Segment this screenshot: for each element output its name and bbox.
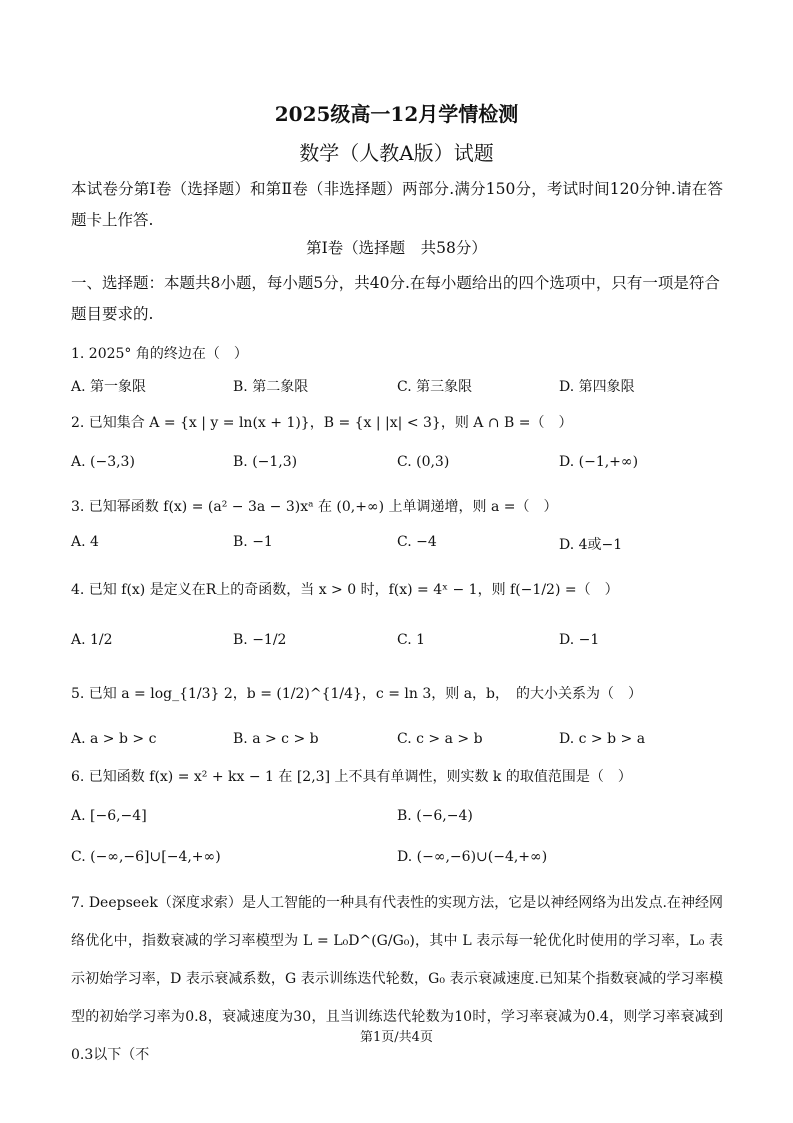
question-5-stem: 5. 已知 a = log_{1/3} 2，b = (1/2)^{1/4}，c = ln 3，则 a，b， 的大小关系为（ ）: [71, 686, 643, 702]
question-1-option-c: C. 第三象限: [397, 379, 473, 395]
question-6-option-c: C. (−∞,−6]∪[−4,+∞): [71, 849, 221, 865]
question-7-text: 7. Deepseek（深度求索）是人工智能的一种具有代表性的实现方法，它是以神经网络为出发点.在神经网络优化中，指数衰减的学习率模型为 L = L₀D^(G/G₀)，其中 L 表示每一轮优化时使用的学习率，L₀ 表示初始学习率，D 表示衰减系数，G 表示训练迭代轮数，G₀ 表示衰减速度.已知某个指数衰减的学习率模型的初始学习率为0.8，衰减速度为30，且当训练迭代轮数为10时，学习率衰减为0.4，则学习率衰减到0.3以下（不: [71, 895, 723, 1063]
question-6-option-d: D. (−∞,−6)∪(−4,+∞): [397, 849, 548, 865]
question-3-option-a: A. 4: [71, 534, 99, 550]
question-5-option-c: C. c > a > b: [397, 731, 483, 747]
question-3-stem: 3. 已知幂函数 f(x) = (a² − 3a − 3)xᵃ 在 (0,+∞) 上单调递增，则 a =（ ）: [71, 499, 558, 515]
question-1-option-b: B. 第二象限: [233, 379, 309, 395]
question-6-stem: 6. 已知函数 f(x) = x² + kx − 1 在 [2,3] 上不具有单调性，则实数 k 的取值范围是（ ）: [71, 769, 632, 785]
page-footer: 第1页/共4页: [360, 1030, 433, 1045]
question-4-option-d: D. −1: [559, 632, 600, 648]
part1-instructions: 一、选择题：本题共8小题，每小题5分，共40分.在每小题给出的四个选项中，只有一项是符合题目要求的.: [71, 274, 720, 323]
exam-subtitle: 数学（人教A版）试题: [299, 141, 494, 165]
question-1-option-d: D. 第四象限: [559, 379, 635, 395]
question-3-option-b: B. −1: [233, 534, 273, 550]
question-2-option-b: B. (−1,3): [233, 454, 298, 470]
question-6-option-a: A. [−6,−4]: [71, 808, 147, 824]
question-2-stem: 2. 已知集合 A = {x | y = ln(x + 1)}，B = {x | |x| < 3}，则 A ∩ B =（ ）: [71, 415, 573, 431]
question-5-option-a: A. a > b > c: [71, 731, 157, 747]
question-2-option-a: A. (−3,3): [71, 454, 135, 470]
question-1-stem: 1. 2025° 角的终边在（ ）: [71, 346, 248, 362]
section-title: 第I卷（选择题 共58分）: [306, 239, 487, 257]
question-5-option-d: D. c > b > a: [559, 731, 646, 747]
question-4-stem: 4. 已知 f(x) 是定义在R上的奇函数，当 x > 0 时，f(x) = 4ˣ − 1，则 f(−1/2) =（ ）: [71, 582, 619, 598]
question-6-option-b: B. (−6,−4): [397, 808, 473, 824]
intro-text: 本试卷分第I卷（选择题）和第Ⅱ卷（非选择题）两部分.满分150分，考试时间120分钟.请在答题卡上作答.: [71, 180, 723, 229]
question-2-option-c: C. (0,3): [397, 454, 450, 470]
question-4-option-b: B. −1/2: [233, 632, 287, 648]
question-4-option-c: C. 1: [397, 632, 426, 648]
question-1-option-a: A. 第一象限: [71, 379, 147, 395]
question-3-option-d: D. 4或−1: [559, 537, 623, 553]
question-3-option-c: C. −4: [397, 534, 437, 550]
question-4-option-a: A. 1/2: [71, 632, 113, 648]
question-5-option-b: B. a > c > b: [233, 731, 319, 747]
question-2-option-d: D. (−1,+∞): [559, 454, 639, 470]
exam-title: 2025级高一12月学情检测: [274, 102, 519, 126]
